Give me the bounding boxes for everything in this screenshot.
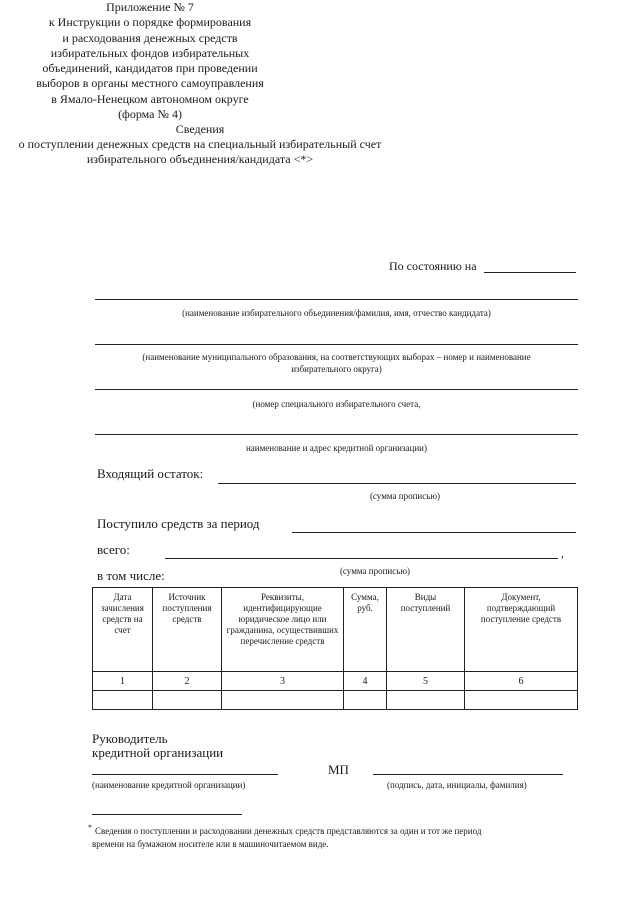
as-of-date-field[interactable] xyxy=(484,272,576,273)
total-label: всего: xyxy=(97,542,130,557)
municipality-caption: избирательного округа) xyxy=(291,364,382,374)
table-header-cell: Документ, подтверждающий поступление средств xyxy=(465,588,578,672)
footnote-divider xyxy=(92,814,242,815)
received-label: Поступило средств за период xyxy=(97,516,260,531)
table-number-cell: 3 xyxy=(222,672,344,691)
bank-name-sign-field[interactable] xyxy=(92,774,278,775)
opening-balance-field[interactable] xyxy=(218,483,576,484)
appendix-line: в Ямало-Ненецком автономном округе xyxy=(51,91,249,106)
table-cell[interactable] xyxy=(93,691,153,710)
comma-mark: , xyxy=(561,546,564,560)
table-header-cell: Источник поступления средств xyxy=(153,588,222,672)
appendix-block xyxy=(0,0,300,122)
received-period-field[interactable] xyxy=(292,532,576,533)
appendix-line: объединений, кандидатов при проведении xyxy=(42,61,258,76)
document-title xyxy=(0,122,400,167)
table-cell[interactable] xyxy=(465,691,578,710)
stamp-label: МП xyxy=(328,762,349,777)
table-header-cell: Сумма, руб. xyxy=(344,588,387,672)
bank-caption: наименование и адрес кредитной организации) xyxy=(245,443,427,453)
footnote-mark: * xyxy=(88,823,92,832)
municipality-field[interactable] xyxy=(95,344,578,345)
appendix-line: к Инструкции о порядке формирования xyxy=(48,15,252,30)
footnote-text: Сведения о поступлении и расходовании денежных средств представляются за один и тот же период xyxy=(95,826,482,836)
title-line: избирательного объединения/кандидата <*> xyxy=(86,152,314,167)
table-header-cell: Реквизиты, идентифицирующие юридическое лицо или гражданина, осуществивших перечисление средств xyxy=(222,588,344,672)
appendix-line: (форма № 4) xyxy=(118,107,182,122)
as-of-label: По состоянию на xyxy=(389,259,477,273)
including-label: в том числе: xyxy=(97,568,165,583)
table-number-cell: 1 xyxy=(93,672,153,691)
sum-words-caption: (сумма прописью) xyxy=(339,566,411,576)
signature-caption-left: (наименование кредитной организации) xyxy=(92,780,246,790)
table-header-cell: Дата зачисления средств на счет xyxy=(93,588,153,672)
table-header-row xyxy=(93,588,578,672)
appendix-line: избирательных фондов избирательных xyxy=(50,45,250,60)
signature-head-label: Руководитель xyxy=(92,731,168,746)
party-name-field[interactable] xyxy=(95,299,578,300)
account-number-caption: (номер специального избирательного счета, xyxy=(252,399,421,409)
total-field[interactable] xyxy=(165,558,558,559)
receipts-table xyxy=(92,587,578,710)
table-number-cell: 2 xyxy=(153,672,222,691)
table-number-row xyxy=(93,672,578,691)
table-cell[interactable] xyxy=(387,691,465,710)
account-number-field[interactable] xyxy=(95,389,578,390)
appendix-line: выборов в органы местного самоуправления xyxy=(36,76,264,91)
bank-field[interactable] xyxy=(95,434,578,435)
table-number-cell: 6 xyxy=(465,672,578,691)
table-cell[interactable] xyxy=(153,691,222,710)
municipality-caption: (наименование муниципального образования, на соответствующих выборах – номер и наименование xyxy=(142,352,531,362)
footnote-text: времени на бумажном носителе или в машиночитаемом виде. xyxy=(92,839,329,849)
table-cell[interactable] xyxy=(222,691,344,710)
table-row xyxy=(93,691,578,710)
signature-head-label: кредитной организации xyxy=(92,745,224,760)
table-number-cell: 5 xyxy=(387,672,465,691)
appendix-line: Приложение № 7 xyxy=(106,0,194,14)
signature-field[interactable] xyxy=(373,774,563,775)
table-cell[interactable] xyxy=(344,691,387,710)
appendix-line: и расходования денежных средств xyxy=(62,30,238,45)
party-name-caption: (наименование избирательного объединения/фамилия, имя, отчество кандидата) xyxy=(182,308,491,318)
signature-caption-right: (подпись, дата, инициалы, фамилия) xyxy=(387,780,527,790)
sum-words-caption: (сумма прописью) xyxy=(369,491,441,501)
title-heading: Сведения xyxy=(175,122,225,137)
table-header-cell: Виды поступлений xyxy=(387,588,465,672)
table-number-cell: 4 xyxy=(344,672,387,691)
opening-balance-label: Входящий остаток: xyxy=(97,466,204,481)
title-line: о поступлении денежных средств на специальный избирательный счет xyxy=(18,137,382,152)
